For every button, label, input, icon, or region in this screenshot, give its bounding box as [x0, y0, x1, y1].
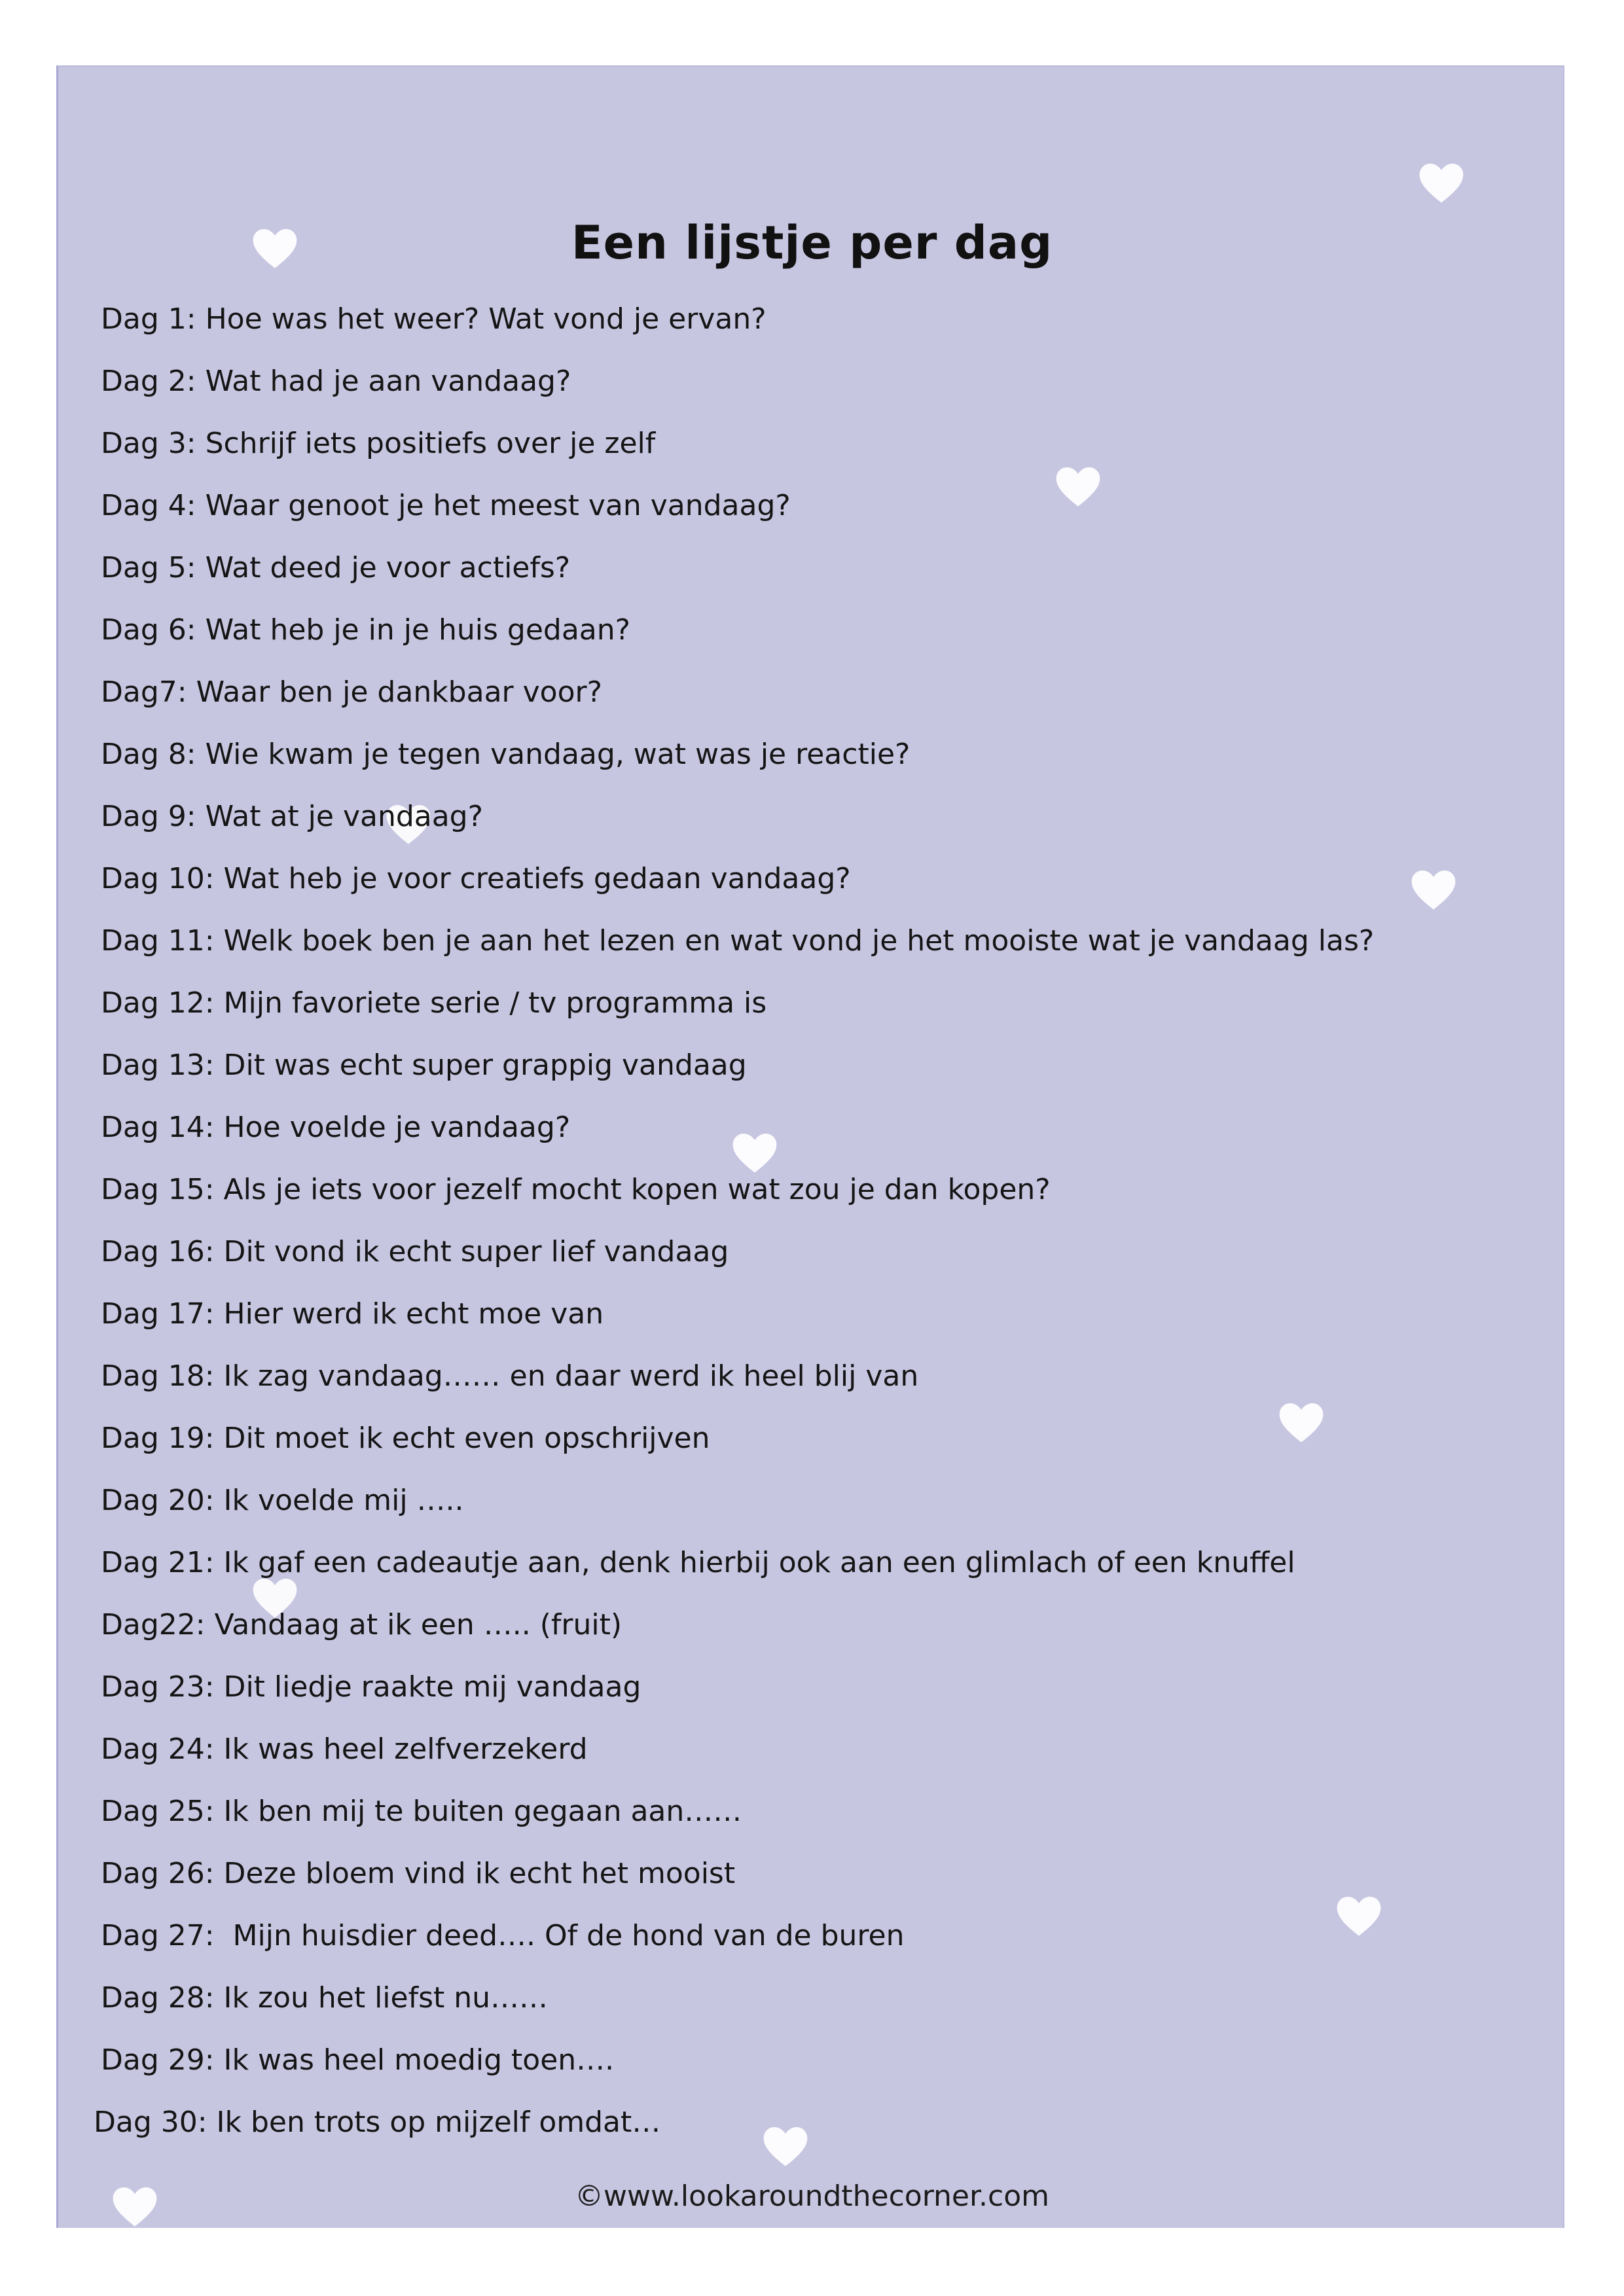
list-item: Dag 15: Als je iets voor jezelf mocht kopen wat zou je dan kopen?	[101, 1173, 1051, 1206]
list-item: Dag 25: Ik ben mij te buiten gegaan aan……	[101, 1795, 742, 1828]
list-item: Dag 2: Wat had je aan vandaag?	[101, 365, 571, 398]
list-item: Dag 17: Hier werd ik echt moe van	[101, 1297, 604, 1331]
list-item: Dag 23: Dit liedje raakte mij vandaag	[101, 1670, 641, 1704]
list-item: Dag 6: Wat heb je in je huis gedaan?	[101, 613, 630, 647]
heart-icon	[1415, 156, 1468, 208]
list-item: Dag7: Waar ben je dankbaar voor?	[101, 675, 602, 709]
list-item: Dag 4: Waar genoot je het meest van vandaag?	[101, 489, 791, 522]
list-item: Dag 19: Dit moet ik echt even opschrijven	[101, 1422, 710, 1455]
list-item: Dag22: Vandaag at ik een ….. (fruit)	[101, 1608, 623, 1641]
list-item: Dag 1: Hoe was het weer? Wat vond je ervan?	[101, 302, 767, 336]
heart-icon	[1275, 1395, 1327, 1448]
list-item: Dag 10: Wat heb je voor creatiefs gedaan vandaag?	[101, 862, 851, 895]
copyright-footer: ©www.lookaroundthecorner.com	[575, 2179, 1049, 2213]
list-item: Dag 26: Deze bloem vind ik echt het mooist	[101, 1857, 736, 1890]
heart-icon	[1333, 1889, 1385, 1941]
list-item: Dag 24: Ik was heel zelfverzekerd	[101, 1732, 588, 1766]
list-item: Dag 16: Dit vond ik echt super lief vandaag	[101, 1235, 729, 1268]
heart-icon	[759, 2119, 812, 2172]
heart-icon	[729, 1126, 781, 1178]
heart-icon	[1052, 459, 1104, 512]
list-item: Dag 13: Dit was echt super grappig vandaag	[101, 1049, 747, 1082]
list-item: Dag 12: Mijn favoriete serie / tv programma is	[101, 986, 767, 1020]
list-item: Dag 30: Ik ben trots op mijzelf omdat…	[94, 2106, 661, 2139]
list-item: Dag 8: Wie kwam je tegen vandaag, wat was je reactie?	[101, 738, 911, 771]
heart-icon	[1407, 863, 1460, 915]
list-item: Dag 5: Wat deed je voor actiefs?	[101, 551, 571, 584]
list-item: Dag 28: Ik zou het liefst nu……	[101, 1981, 549, 2015]
list-item: Dag 21: Ik gaf een cadeautje aan, denk hierbij ook aan een glimlach of een knuffel	[101, 1546, 1295, 1579]
page-title: Een lijstje per dag	[571, 216, 1053, 270]
list-item: Dag 29: Ik was heel moedig toen….	[101, 2043, 615, 2077]
list-item: Dag 11: Welk boek ben je aan het lezen en wat vond je het mooiste wat je vandaag las?	[101, 924, 1375, 958]
list-item: Dag 18: Ik zag vandaag…… en daar werd ik heel blij van	[101, 1359, 919, 1393]
list-item: Dag 27: Mijn huisdier deed…. Of de hond van de buren	[101, 1919, 905, 1952]
list-item: Dag 20: Ik voelde mij …..	[101, 1484, 464, 1517]
list-item: Dag 14: Hoe voelde je vandaag?	[101, 1111, 571, 1144]
list-item: Dag 9: Wat at je vandaag?	[101, 800, 483, 833]
list-item: Dag 3: Schrijf iets positiefs over je zelf	[101, 427, 656, 460]
